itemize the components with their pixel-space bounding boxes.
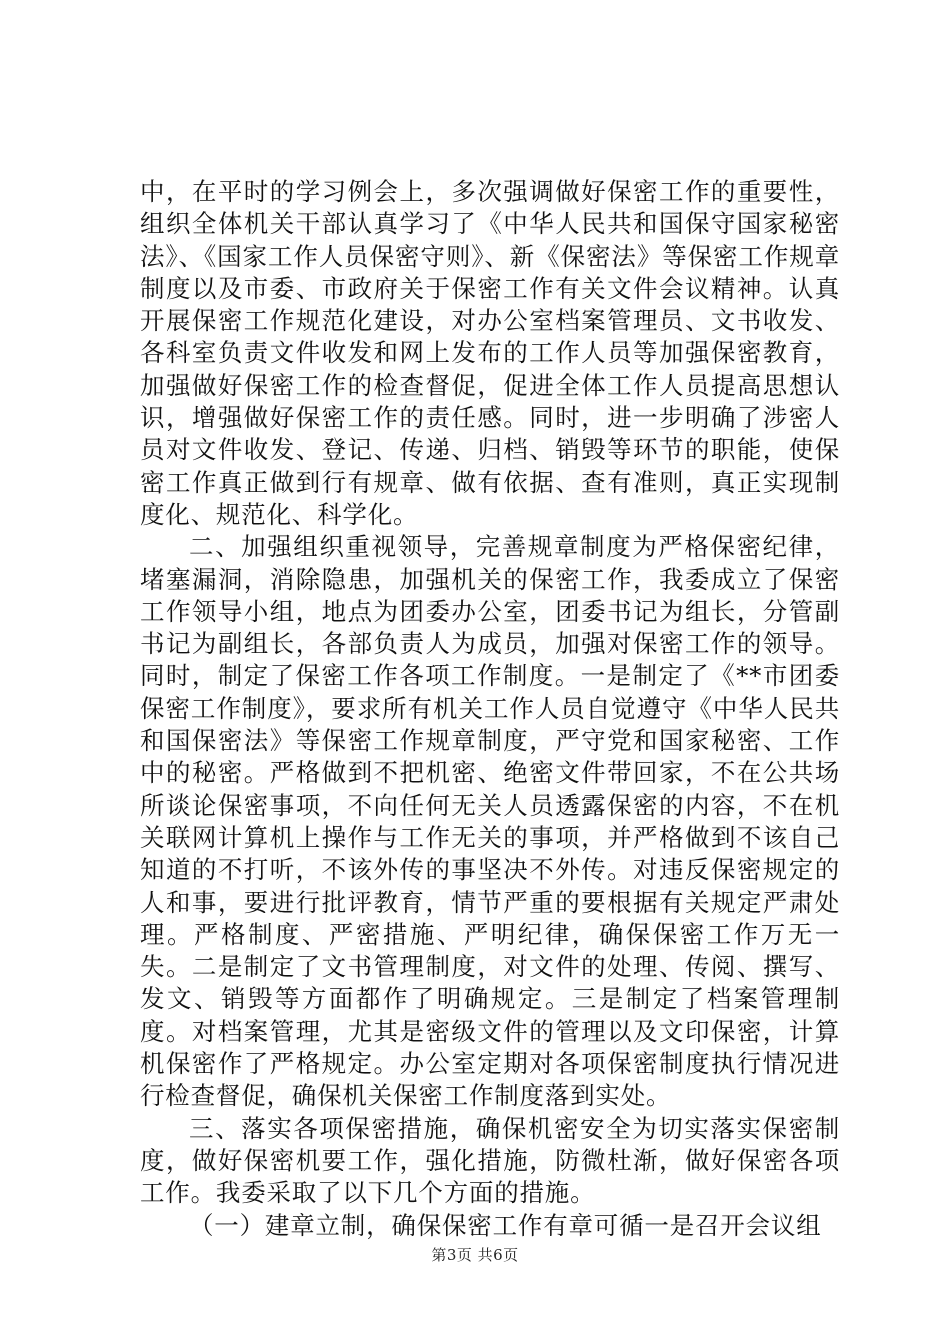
document-body — [140, 176, 840, 1242]
paragraph-continuation: 中，在平时的学习例会上，多次强调做好保密工作的重要性，组织全体机关干部认真学习了《中华人民共和国保守国家秘密法》、《国家工作人员保密守则》、新《保密法》等保密工作规章制度以及市委、市政府关于保密工作有关文件会议精神。认真开展保密工作规范化建设，对办公室档案管理员、文书收发、各科室负责文件收发和网上发布的工作人员等加强保密教育，加强做好保密工作的检查督促，促进全体工作人员提高思想认识，增强做好保密工作的责任感。同时，进一步明确了涉密人员对文件收发、登记、传递、归档、销毁等环节的职能，使保密工作真正做到行有规章、做有依据、查有准则，真正实现制度化、规范化、科学化。 — [140, 177, 840, 529]
paragraph-section-three: 三、落实各项保密措施，确保机密安全为切实落实保密制度，做好保密机要工作，强化措施，防微杜渐，做好保密各项工作。我委采取了以下几个方面的措施。 — [140, 1113, 840, 1208]
page-number-label: 第3页 共6页 — [431, 1246, 519, 1264]
paragraph-subsection-one: （一）建章立制，确保保密工作有章可循一是召开会议组 — [189, 1210, 822, 1240]
paragraph-section-two: 二、加强组织重视领导，完善规章制度为严格保密纪律，堵塞漏洞，消除隐患，加强机关的保密工作，我委成立了保密工作领导小组，地点为团委办公室，团委书记为组长，分管副书记为副组长，各部负责人为成员，加强对保密工作的领导。同时，制定了保密工作各项工作制度。一是制定了《**市团委保密工作制度》，要求所有机关工作人员自觉遵守《中华人民共和国保密法》等保密工作规章制度，严守党和国家秘密、工作中的秘密。严格做到不把机密、绝密文件带回家，不在公共场所谈论保密事项，不向任何无关人员透露保密的内容，不在机关联网计算机上操作与工作无关的事项，并严格做到不该自己知道的不打听，不该外传的事坚决不外传。对违反保密规定的人和事，要进行批评教育，情节严重的要根据有关规定严肃处理。严格制度、严密措施、严明纪律，确保保密工作万无一失。二是制定了文书管理制度，对文件的处理、传阅、撰写、发文、销毁等方面都作了明确规定。三是制定了档案管理制度。对档案管理，尤其是密级文件的管理以及文印保密，计算机保密作了严格规定。办公室定期对各项保密制度执行情况进行检查督促，确保机关保密工作制度落到实处。 — [140, 532, 840, 1111]
page-footer — [0, 1244, 950, 1265]
